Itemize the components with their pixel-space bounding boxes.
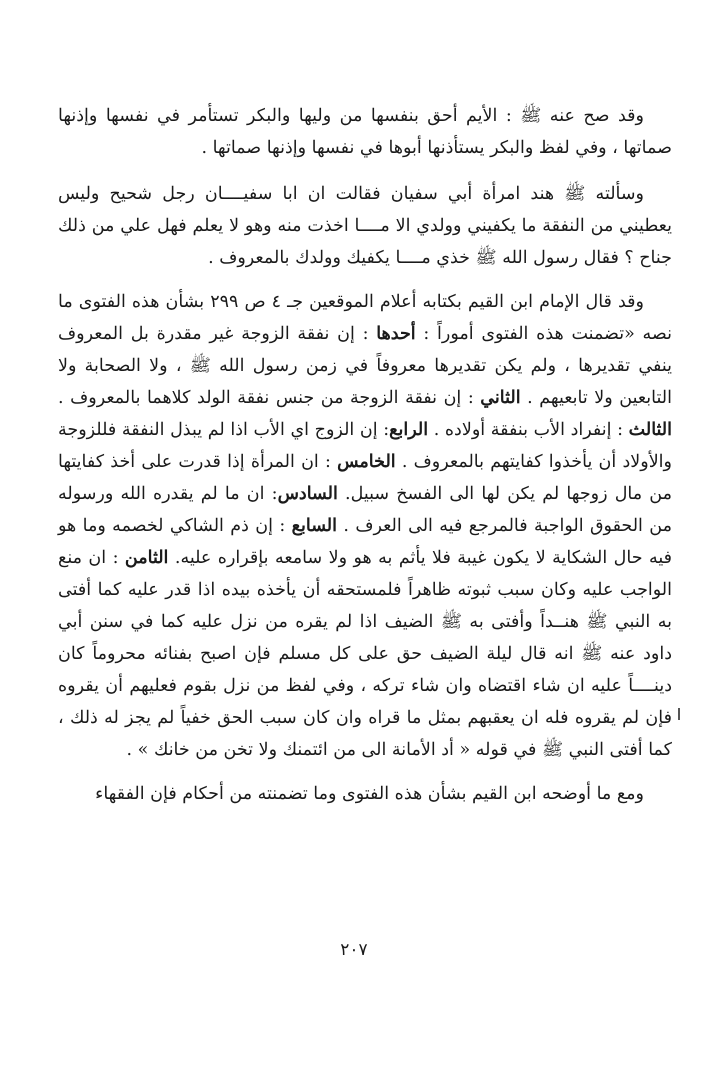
page-number: ٢٠٧ [340,940,368,960]
paragraph-text: وسألته ﷺ هند امرأة أبي سفيان فقالت ان ابا سفيــــان رجل شحيح وليس يعطيني من النفقة ما يكفيني وولدي الا مــــا اخذت منه وهو لا يعلم فهل علي من ذلك جناح ؟ فقال رسول الله ﷺ خذي مــــا يكفيك وولدك بالمعروف . [58,184,672,268]
page-body [58,100,672,822]
paragraph-4 [58,778,672,810]
paragraph-text: : إن نفقة الزوجة من جنس نفقة الولد كلاهما بالمعروف . [58,388,481,408]
section-heading-term: الثالث [628,420,672,440]
paragraph-text: : ان المرأة إذا قدرت على أخذ كفايتها من مال زوجها لم يكن لها الى الفسخ سبيل. [58,452,673,504]
paragraph-text: ومع ما أوضحه ابن القيم بشأن هذه الفتوى وما تضمنته من أحكام فإن الفقهاء [95,784,644,804]
paragraph-text: : إن ذم الشاكي لخصمه وما هو فيه حال الشكاية لا يكون غيبة فلا يأثم به هو ولا سامعه بإقراره عليه. [58,516,672,568]
section-heading-term: الثامن [124,548,169,568]
section-heading-term: السادس [277,484,338,504]
paragraph-text: : إن الزوج اي الأب اذا لم يبذل النفقة فللزوجة والأولاد أن يأخذوا كفايتهم بالمعروف . [58,420,672,472]
section-heading-term: الرابع [389,420,429,440]
paragraph-text: وقد قال الإمام ابن القيم بكتابه أعلام الموقعين جـ ٤ ص ٢٩٩ بشأن هذه الفتوى ما نصه «تضمنت هذه الفتوى أموراً : [58,292,672,344]
paragraph-3 [58,286,672,766]
paragraph-1 [58,100,672,164]
margin-mark [678,708,680,720]
section-heading-term: الثاني [480,388,521,408]
paragraph-text: : إنفراد الأب بنفقة أولاده . [428,420,629,440]
paragraph-text: وقد صح عنه ﷺ : الأيم أحق بنفسها من وليها والبكر تستأمر في نفسها وإذنها صماتها ، وفي لفظ والبكر يستأذنها أبوها في نفسها وإذنها صماتها . [58,106,672,158]
paragraph-text: : ان منع الواجب عليه وكان سبب ثبوته ظاهراً فلمستحقه أن يأخذه بيده اذا قدر عليه كما أفتى به النبي ﷺ هنــداً وأفتى به ﷺ الضيف اذا لم يقره من نزل عليه كما في سنن أبي داود عنه ﷺ انه قال ليلة الضيف حق على كل مسلم فإن اصبح بفنائه محروماً كان دينــــاً عليه ان شاء اقتضاه وان شاء تركه ، وفي لفظ من نزل بقوم فعليهم أن يقروه فإن لم يقروه فله ان يعقبهم بمثل ما قراه وان كان سبب الحق خفياً لم يجز له ذلك ، كما أفتى النبي ﷺ في قوله « أد الأمانة الى من ائتمنك ولا تخن من خانك » . [58,548,672,760]
paragraph-2 [58,178,672,274]
section-heading-term: السابع [291,516,337,536]
paragraph-text: : إن نفقة الزوجة غير مقدرة بل المعروف ينفي تقديرها ، ولم يكن تقديرها معروفاً في زمن رسول الله ﷺ ، ولا الصحابة ولا التابعين ولا تابعيهم . [58,324,672,408]
section-heading-term: أحدها [376,324,416,344]
section-heading-term: الخامس [337,452,396,472]
paragraph-text: : ان ما لم يقدره الله ورسوله من الحقوق الواجبة فالمرجع فيه الى العرف . [58,484,672,536]
